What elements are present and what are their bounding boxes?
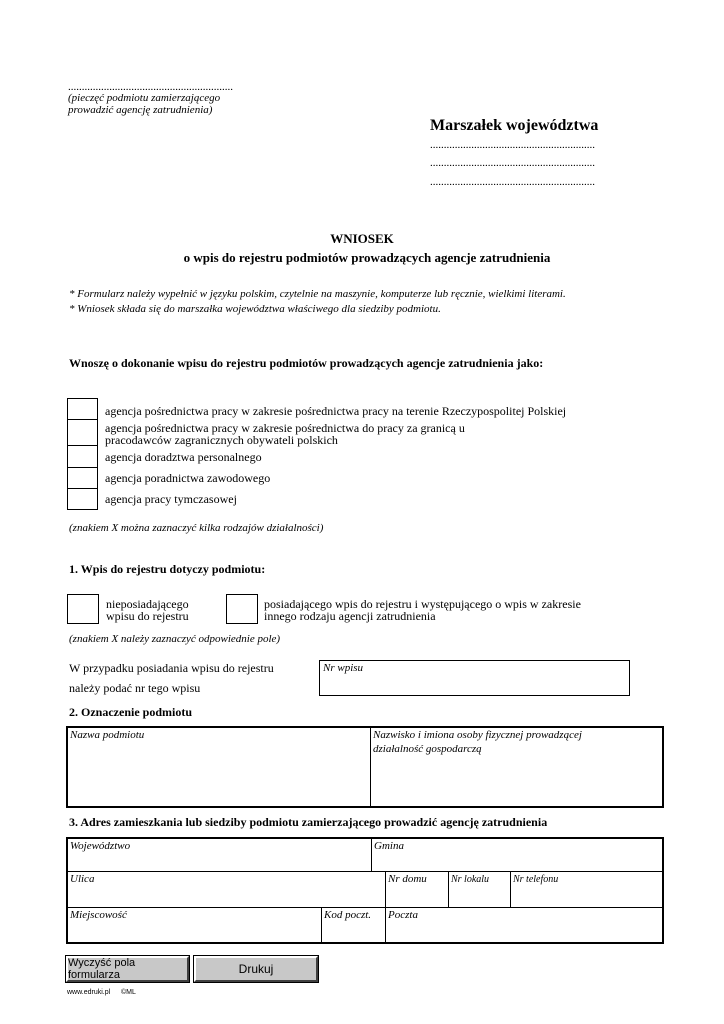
address-table: [66, 837, 664, 944]
addressee-dots-2: ............................................................: [430, 157, 595, 169]
agency-note: (znakiem X można zaznaczyć kilka rodzajów działalności): [69, 522, 324, 534]
commune-field[interactable]: [372, 839, 662, 871]
section1-note: (znakiem X należy zaznaczyć odpowiednie pole): [69, 633, 281, 645]
street-label: Ulica: [70, 873, 95, 885]
form-subtitle: o wpis do rejestru podmiotów prowadzących agencje zatrudnienia: [183, 250, 551, 265]
checkbox-has-entry[interactable]: [226, 594, 258, 624]
house-number-field[interactable]: [386, 872, 448, 907]
section2-title: 2. Oznaczenie podmiotu: [69, 705, 192, 719]
person-name-field[interactable]: [371, 728, 662, 806]
subject-designation-table: [66, 726, 664, 808]
checkbox-agency-personnel[interactable]: [67, 445, 98, 468]
request-intro: Wnoszę o dokonanie wpisu do rejestru podmiotów prowadzących agencje zatrudnienia jako:: [69, 356, 544, 370]
entry-instruction-line2: należy podać nr tego wpisu: [69, 681, 201, 695]
phone-label: Nr telefonu: [513, 874, 559, 885]
section1-title: 1. Wpis do rejestru dotyczy podmiotu:: [69, 562, 266, 576]
agency-personnel-label: agencja doradztwa personalnego: [105, 450, 262, 464]
voivodeship-field[interactable]: [68, 839, 371, 871]
checkbox-agency-domestic[interactable]: [67, 398, 98, 420]
agency-abroad-label-line2: pracodawców zagranicznych obywateli polskich: [105, 433, 338, 447]
house-number-label: Nr domu: [388, 873, 427, 885]
note-language: * Formularz należy wypełnić w języku polskim, czytelnie na maszynie, komputerze lub ręcznie, wielkimi literami.: [69, 288, 566, 300]
note-submission: * Wniosek składa się do marszałka województwa właściwego dla siedziby podmiotu.: [69, 303, 441, 315]
flat-number-field[interactable]: [449, 872, 510, 907]
phone-field[interactable]: [511, 872, 662, 907]
entry-number-label: Nr wpisu: [323, 662, 364, 674]
city-field[interactable]: [68, 908, 321, 942]
entry-instruction-line1: W przypadku posiadania wpisu do rejestru: [69, 661, 274, 675]
addressee-title: Marszałek województwa: [430, 117, 599, 134]
no-entry-label-line2: wpisu do rejestru: [106, 609, 189, 623]
street-field[interactable]: [68, 872, 385, 907]
postcode-field[interactable]: [322, 908, 385, 942]
form-title: WNIOSEK: [330, 231, 394, 246]
agency-vocational-label: agencja poradnictwa zawodowego: [105, 471, 271, 485]
post-office-label: Poczta: [388, 909, 418, 921]
footer-site: www.edruki.pl: [67, 989, 111, 996]
agency-temporary-label: agencja pracy tymczasowej: [105, 492, 237, 506]
city-label: Miejscowość: [70, 909, 127, 921]
subject-name-field[interactable]: [68, 728, 370, 806]
checkbox-agency-vocational[interactable]: [67, 467, 98, 489]
entry-number-field[interactable]: [319, 660, 630, 696]
checkbox-no-entry[interactable]: [67, 594, 99, 624]
subject-name-label: Nazwa podmiotu: [70, 729, 145, 741]
has-entry-label-line2: innego rodzaju agencji zatrudnienia: [264, 609, 436, 623]
post-office-field[interactable]: [386, 908, 662, 942]
person-name-label-line1: Nazwisko i imiona osoby fizycznej prowadzącej: [373, 729, 582, 741]
voivodeship-label: Województwo: [70, 840, 131, 852]
flat-number-label: Nr lokalu: [451, 874, 490, 885]
commune-label: Gmina: [374, 840, 404, 852]
clear-form-button[interactable]: Wyczyść pola formularza: [66, 956, 189, 982]
no-entry-label-line1: nieposiadającego: [106, 597, 189, 611]
checkbox-agency-abroad[interactable]: [67, 419, 98, 446]
print-button[interactable]: Drukuj: [194, 956, 318, 982]
has-entry-label-line1: posiadającego wpis do rejestru i występującego o wpis w zakresie: [264, 597, 581, 611]
checkbox-agency-temporary[interactable]: [67, 488, 98, 510]
stamp-caption-line2: prowadzić agencję zatrudnienia): [68, 104, 213, 116]
person-name-label-line2: działalność gospodarczą: [373, 743, 482, 755]
stamp-caption-line1: (pieczęć podmiotu zamierzającego: [68, 92, 221, 104]
stamp-dots: ............................................................: [68, 81, 233, 93]
addressee-dots-1: ............................................................: [430, 139, 595, 151]
section3-title: 3. Adres zamieszkania lub siedziby podmiotu zamierzającego prowadzić agencję zatrudnienia: [69, 815, 548, 829]
postcode-label: Kod poczt.: [324, 909, 372, 921]
footer-copyright: ©ML: [121, 989, 136, 996]
agency-domestic-label: agencja pośrednictwa pracy w zakresie pośrednictwa pracy na terenie Rzeczypospolitej Polskiej: [105, 404, 567, 418]
agency-abroad-label-line1: agencja pośrednictwa pracy w zakresie pośrednictwa do pracy za granicą u: [105, 421, 465, 435]
addressee-dots-3: ............................................................: [430, 176, 595, 188]
